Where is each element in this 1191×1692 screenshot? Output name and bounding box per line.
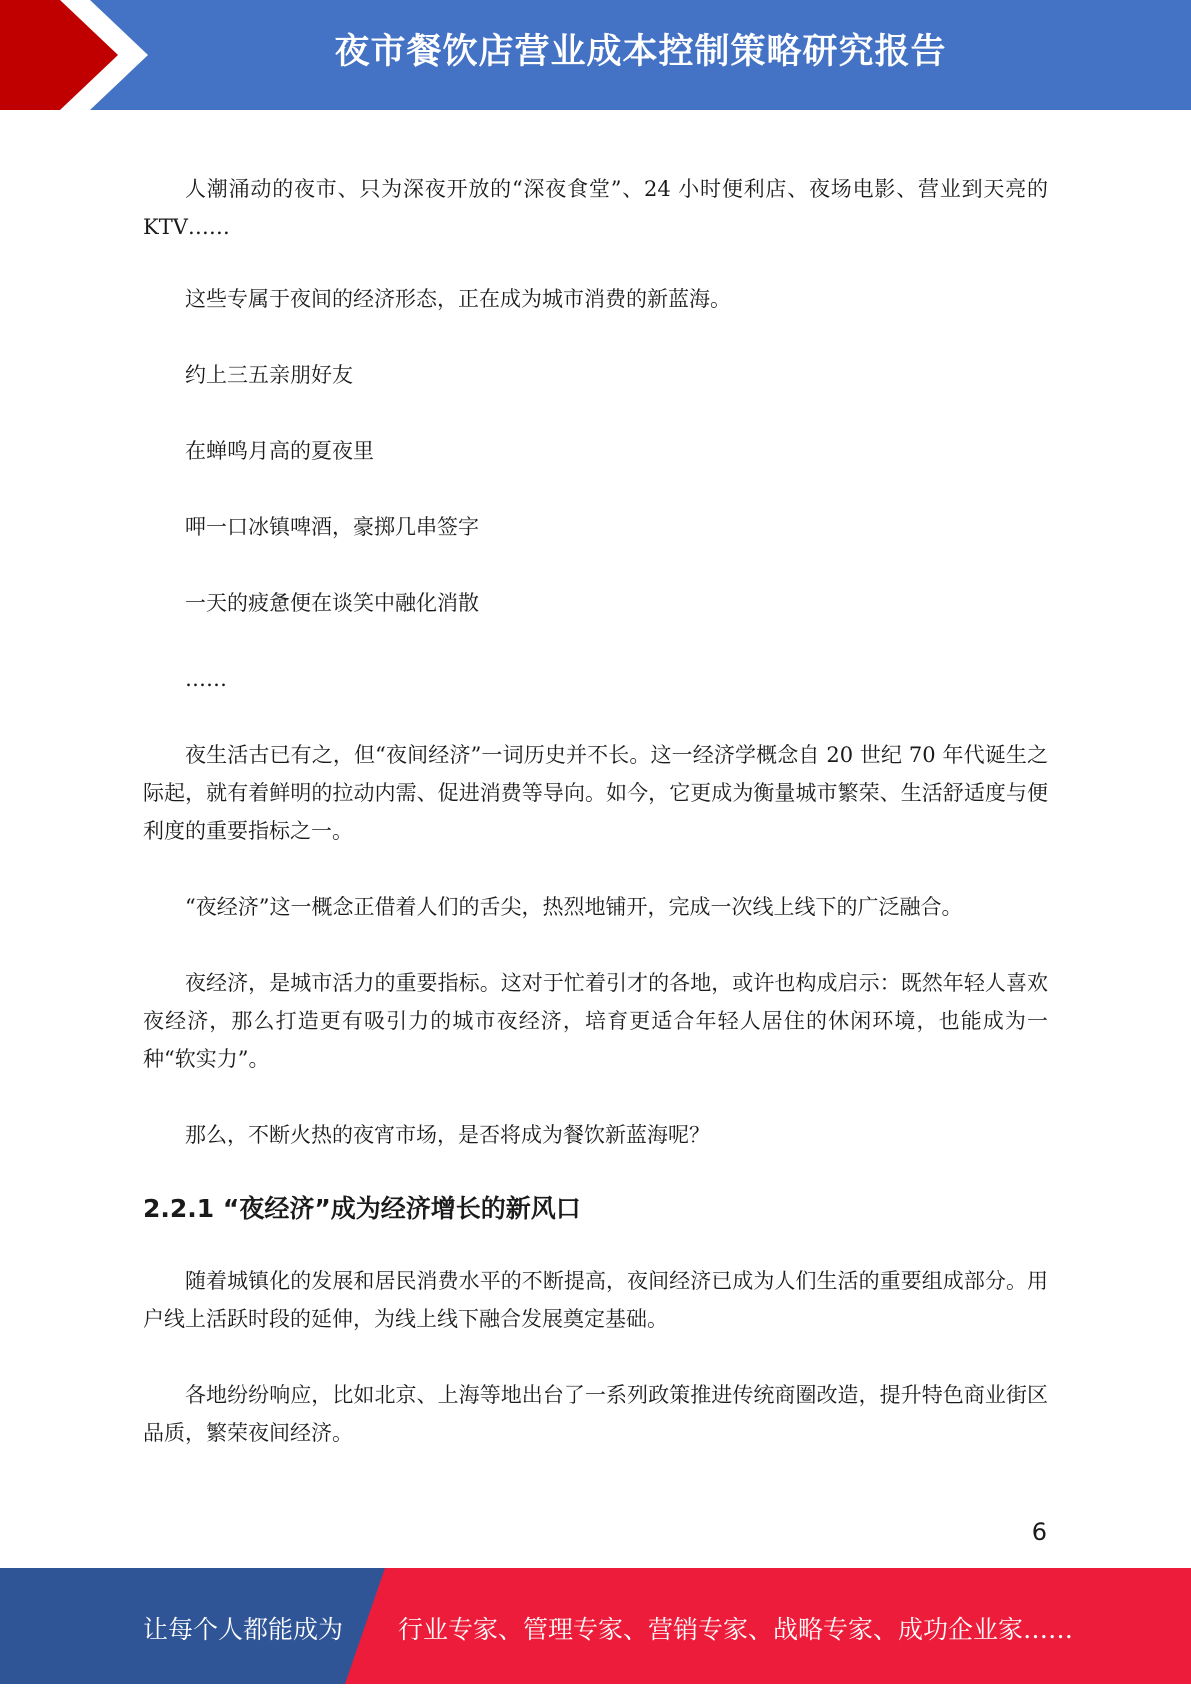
paragraph: 夜经济，是城市活力的重要指标。这对于忙着引才的各地，或许也构成启示：既然年轻人喜欢夜经济，那么打造更有吸引力的城市夜经济，培育更适合年轻人居住的休闲环境，也能成为一种“软实力”。 [143,971,1048,1071]
page-header [0,0,1191,110]
page-footer [0,1568,1191,1684]
section-heading: 2.2.1 “夜经济”成为经济增长的新风口 [143,1194,581,1223]
page-number: 6 [1031,1518,1047,1546]
paragraph: 各地纷纷响应，比如北京、上海等地出台了一系列政策推进传统商圈改造，提升特色商业街区品质，繁荣夜间经济。 [143,1383,1048,1445]
paragraph: 人潮涌动的夜市、只为深夜开放的“深夜食堂”、24 小时便利店、夜场电影、营业到天亮的 KTV…… [143,177,1048,239]
verse-line: 呷一口冰镇啤酒，豪掷几串签字 [185,515,479,539]
report-title: 夜市餐饮店营业成本控制策略研究报告 [334,32,947,72]
paragraph: 夜生活古已有之，但“夜间经济”一词历史并不长。这一经济学概念自 20 世纪 70 年代诞生之际起，就有着鲜明的拉动内需、促进消费等导向。如今，它更成为衡量城市繁荣、生活舒适度与便利度的重要指标之一。 [143,743,1048,843]
paragraph: 那么，不断火热的夜宵市场，是否将成为餐饮新蓝海呢？ [185,1123,710,1147]
paragraph: 随着城镇化的发展和居民消费水平的不断提高，夜间经济已成为人们生活的重要组成部分。用户线上活跃时段的延伸，为线上线下融合发展奠定基础。 [143,1269,1048,1331]
paragraph: “夜经济”这一概念正借着人们的舌尖，热烈地铺开，完成一次线上线下的广泛融合。 [185,895,963,919]
paragraph: 这些专属于夜间的经济形态，正在成为城市消费的新蓝海。 [185,287,731,311]
ellipsis-line: …… [185,667,227,691]
verse-line: 一天的疲惫便在谈笑中融化消散 [185,591,479,615]
verse-line: 约上三五亲朋好友 [185,363,353,387]
header-arrow-decoration [0,0,160,110]
page-body [143,170,1048,1490]
footer-slogan-left: 让每个人都能成为 [143,1615,344,1644]
footer-slogan-right: 行业专家、管理专家、营销专家、战略专家、成功企业家…… [398,1615,1074,1644]
verse-line: 在蝉鸣月高的夏夜里 [185,439,374,463]
